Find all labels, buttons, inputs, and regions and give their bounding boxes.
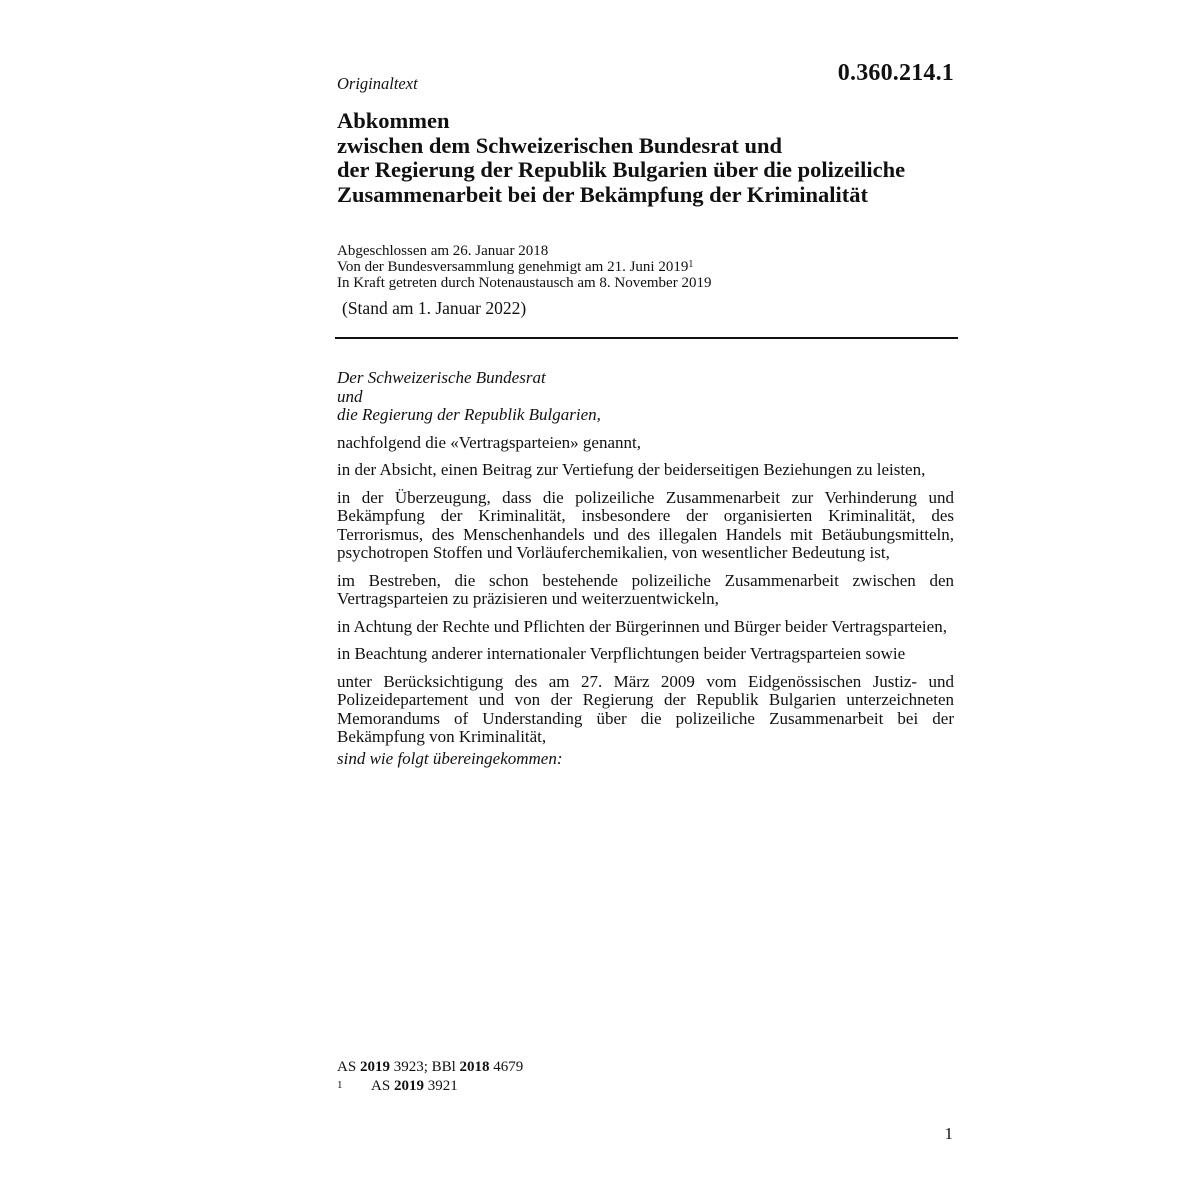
originaltext-label: Originaltext: [337, 74, 418, 93]
stand-date: (Stand am 1. Januar 2022): [342, 298, 527, 318]
preamble-paragraph: in der Absicht, einen Beitrag zur Vertiefung der beiderseitigen Beziehungen zu leisten,: [337, 460, 926, 479]
document-title: [337, 109, 977, 207]
contracting-parties: [337, 369, 954, 425]
preamble-paragraph: im Bestreben, die schon bestehende polizeiliche Zusammenarbeit zwischen den Vertragsparteien zu präzisieren und weiterzuentwickeln,: [337, 570, 954, 608]
title-line: der Regierung der Republik Bulgarien über die polizeiliche: [337, 157, 906, 182]
party-line: Der Schweizerische Bundesrat: [337, 368, 546, 387]
sr-number: 0.360.214.1: [837, 60, 954, 86]
concluded-date: Abgeschlossen am 26. Januar 2018: [337, 243, 549, 259]
approval-date: Von der Bundesversammlung genehmigt am 21. Juni 2019$^1$: [337, 259, 694, 275]
preamble-closing: sind wie folgt übereingekommen:: [337, 748, 563, 768]
footnote-1: 1 AS 2019 3921: [337, 1078, 458, 1094]
footnote-marker: 1: [337, 1079, 343, 1091]
page-number: 1: [944, 1124, 953, 1143]
preamble-paragraph: nachfolgend die «Vertragsparteien» genannt,: [337, 432, 641, 452]
entry-into-force-date: In Kraft getreten durch Notenaustausch am 8. November 2019: [337, 275, 712, 291]
preamble-paragraph: in Achtung der Rechte und Pflichten der Bürgerinnen und Bürger beider Vertragsparteien,: [337, 616, 947, 636]
header-divider: [335, 337, 958, 339]
footnote-reference[interactable]: 1: [688, 259, 694, 270]
treaty-metadata: [337, 243, 711, 291]
title-line: zwischen dem Schweizerischen Bundesrat und: [337, 132, 783, 158]
preamble-paragraph: in Beachtung anderer internationaler Verpflichtungen beider Vertragsparteien sowie: [337, 644, 906, 663]
publication-reference: AS 2019 3923; BBl 2018 4679: [337, 1059, 524, 1075]
preamble-paragraph: in der Überzeugung, dass die polizeiliche Zusammenarbeit zur Verhinderung und Bekämpfung der Kriminalität, insbesondere der organisierten Kriminalität, des Terrorismus, des Menschenhandels und des illegalen Handels mit Betäubungsmitteln, psychotropen Stoffen und Vorläuferchemikalien, von wesentlicher Bedeutung ist,: [337, 487, 954, 562]
footnotes: [337, 1058, 523, 1096]
preamble-paragraph: unter Berücksichtigung des am 27. März 2009 vom Eidgenössischen Justiz- und Polizeidepartement und von der Regierung der Republik Bulgarien unterzeichneten Memorandums of Understanding über die polizeiliche Zusammenarbeit bei der Bekämpfung von Kriminalität,: [337, 671, 954, 746]
party-line: die Regierung der Republik Bulgarien,: [337, 405, 601, 424]
title-line: Abkommen: [337, 108, 450, 133]
preamble: [337, 369, 954, 777]
title-line: Zusammenarbeit bei der Bekämpfung der Kriminalität: [337, 181, 869, 207]
party-line: und: [337, 386, 363, 406]
